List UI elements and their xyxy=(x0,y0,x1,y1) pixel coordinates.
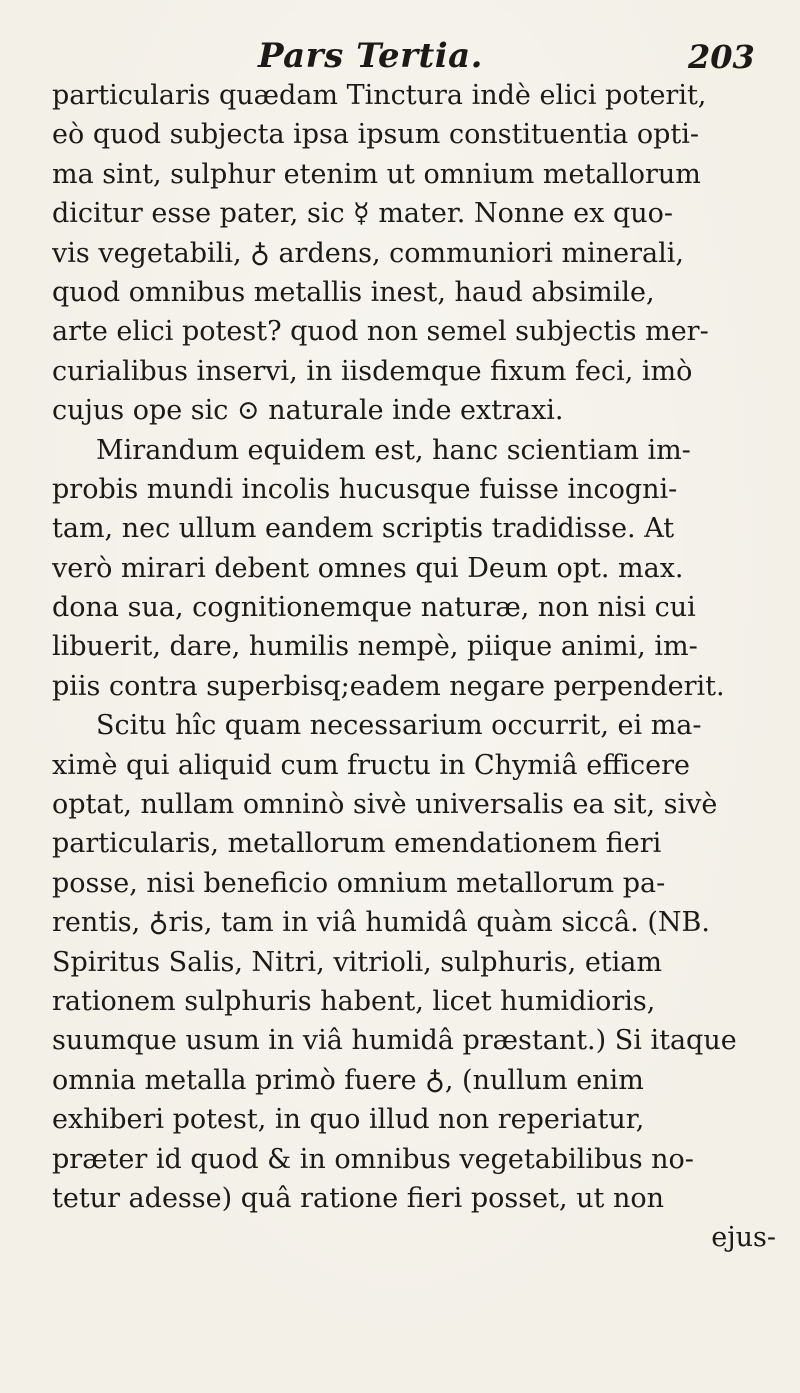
text-line: tetur adesse) quâ ratione fieri posset, ut non xyxy=(52,1182,664,1214)
text-line: vis vegetabili, ♁ ardens, communiori minerali, xyxy=(52,237,684,269)
catchword: ejus- xyxy=(711,1222,776,1254)
text-line: curialibus inservi, in iisdemque fixum feci, imò xyxy=(52,355,693,387)
text-line: dicitur esse pater, sic ☿ mater. Nonne ex quo- xyxy=(52,198,674,230)
text-line: Spiritus Salis, Nitri, vitrioli, sulphuris, etiam xyxy=(52,946,662,978)
paragraph-start-line: Scitu hîc quam necessarium occurrit, ei ma- xyxy=(96,710,702,742)
text-line: arte elici potest? quod non semel subjectis mer- xyxy=(52,316,709,348)
running-head: Pars Tertia. xyxy=(258,36,484,76)
catchword-line xyxy=(52,1218,792,1257)
text-line: particularis, metallorum emendationem fieri xyxy=(52,828,662,860)
text-line: quod omnibus metallis inest, haud absimile, xyxy=(52,276,655,308)
text-line: particularis quædam Tinctura indè elici poterit, xyxy=(52,80,707,111)
text-line: rentis, ♁ris, tam in viâ humidâ quàm siccâ. (NB. xyxy=(52,907,710,939)
text-line: piis contra superbisq;eadem negare perpenderit. xyxy=(52,670,725,702)
text-line: libuerit, dare, humilis nempè, piique animi, im- xyxy=(52,631,698,663)
text-line: ma sint, sulphur etenim ut omnium metallorum xyxy=(52,158,701,190)
page-header xyxy=(0,28,800,78)
text-line: tam, nec ullum eandem scriptis tradidisse. At xyxy=(52,513,675,545)
text-line: rationem sulphuris habent, licet humidioris, xyxy=(52,985,656,1017)
text-line: exhiberi potest, in quo illud non reperiatur, xyxy=(52,1104,645,1136)
text-line: dona sua, cognitionemque naturæ, non nisi cui xyxy=(52,592,696,624)
text-line: omnia metalla primò fuere ♁, (nullum enim xyxy=(52,1064,644,1096)
text-line: præter id quod & in omnibus vegetabilibus no- xyxy=(52,1143,694,1175)
text-line: ximè qui aliquid cum fructu in Chymiâ efficere xyxy=(52,749,690,781)
body-text xyxy=(52,76,792,1258)
text-line: suumque usum in viâ humidâ præstant.) Si itaque xyxy=(52,1025,737,1057)
text-line: eò quod subjecta ipsa ipsum constituentia opti- xyxy=(52,119,699,151)
paragraph-start-line: Mirandum equidem est, hanc scientiam im- xyxy=(96,434,691,466)
text-line: optat, nullam omninò sivè universalis ea sit, sivè xyxy=(52,789,718,821)
page-number: 203 xyxy=(688,38,755,76)
text-line: posse, nisi beneficio omnium metallorum pa- xyxy=(52,867,666,899)
text-line: verò mirari debent omnes qui Deum opt. max. xyxy=(52,552,684,584)
text-line: probis mundi incolis hucusque fuisse incogni- xyxy=(52,473,678,505)
text-line: cujus ope sic ⊙ naturale inde extraxi. xyxy=(52,395,564,427)
